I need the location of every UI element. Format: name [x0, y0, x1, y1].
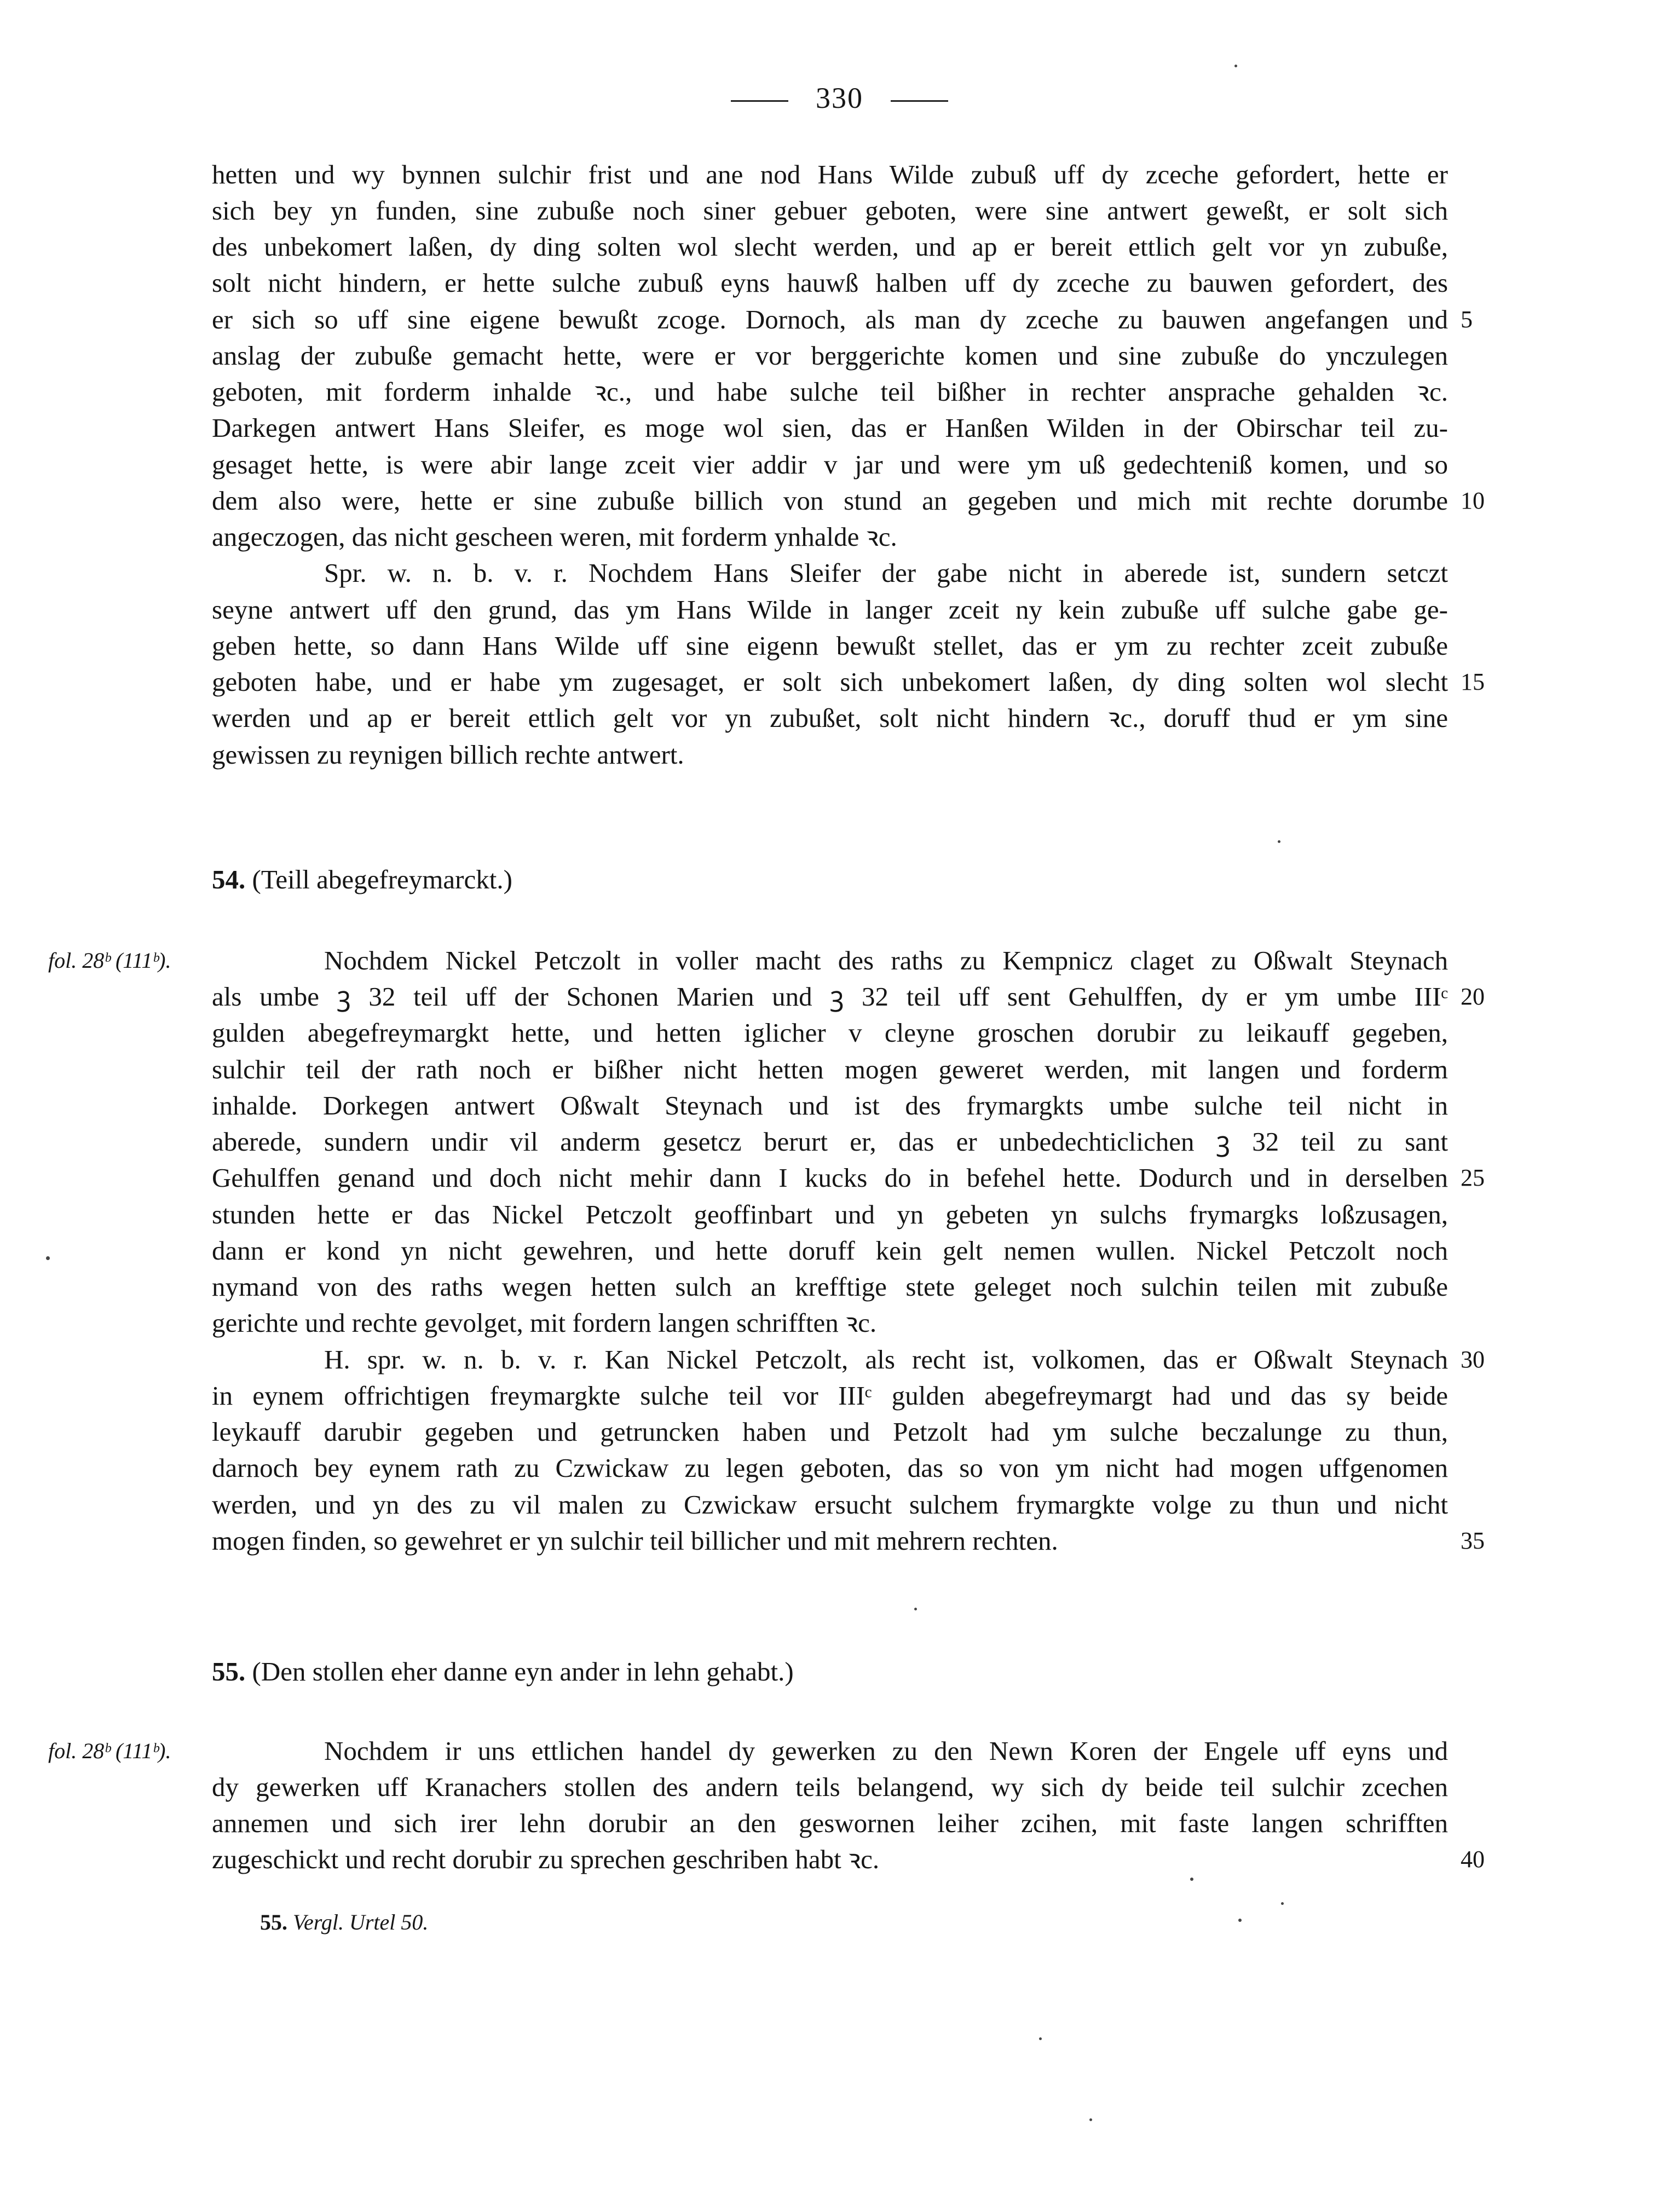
text-line: in eynem offrichtigen freymargkte sulche teil vor IIIᶜ gulden abegefreymargt had und das sy beide [212, 1381, 1448, 1411]
section-title: (Den stollen eher danne eyn ander in lehn gehabt.) [252, 1656, 794, 1687]
text-line: dann er kond yn nicht gewehren, und hette doruff kein gelt nemen wullen. Nickel Petczolt noch [212, 1235, 1448, 1266]
text-line: leykauff darubir gegeben und getruncken haben und Petzolt had ym sulche beczalunge zu thun, [212, 1417, 1448, 1447]
line-number: 25 [1461, 1164, 1485, 1191]
line-number: 35 [1461, 1527, 1485, 1554]
text-line: gulden abegefreymargkt hette, und hetten iglicher v cleyne groschen dorubir zu leikauff gegeben, [212, 1018, 1448, 1048]
text-line: gewissen zu reynigen billich rechte antwert. [212, 740, 684, 770]
scan-speck [1281, 1902, 1284, 1905]
text-line: sulchir teil der rath noch er bißher nicht hetten mogen geweret werden, mit langen und forderm [212, 1054, 1448, 1084]
text-line: stunden hette er das Nickel Petczolt geoffinbart und yn gebeten yn sulchs frymargks loßzusagen, [212, 1199, 1448, 1229]
folio-margin-note: fol. 28ᵇ (111ᵇ). [48, 948, 171, 973]
text-line: werden und ap er bereit ettlich gelt vor yn zubußet, solt nicht hindern ꝛc., doruff thud er ym sine [212, 703, 1448, 733]
text-line: sich bey yn funden, sine zubuße noch siner gebuer geboten, were sine antwert geweßt, er solt sich [212, 195, 1448, 226]
line-number: 40 [1461, 1846, 1485, 1873]
text-line: Nochdem ir uns ettlichen handel dy gewerken zu den Newn Koren der Engele uff eyns und [324, 1736, 1448, 1766]
scan-speck [46, 1256, 50, 1260]
text-line: Darkegen antwert Hans Sleifer, es moge wol sien, das er Hanßen Wilden in der Obirschar teil zu- [212, 413, 1448, 443]
text-line: darnoch bey eynem rath zu Czwickaw zu legen geboten, das so von ym nicht had mogen uffgenomen [212, 1453, 1448, 1483]
section-number: 54. [212, 864, 246, 894]
folio-margin-note: fol. 28ᵇ (111ᵇ). [48, 1739, 171, 1763]
text-line: geboten habe, und er habe ym zugesaget, er solt sich unbekomert laßen, dy ding solten wol slecht [212, 667, 1448, 697]
left-rule [731, 100, 788, 102]
page-number-text: 330 [816, 82, 863, 114]
footnote-text: Vergl. Urtel 50. [293, 1910, 429, 1934]
footnote-number: 55. [260, 1910, 287, 1934]
section-title: (Teill abegefreymarckt.) [252, 864, 512, 894]
text-line: seyne antwert uff den grund, das ym Hans Wilde in langer zceit ny kein zubuße uff sulche gabe ge- [212, 594, 1448, 625]
right-rule [891, 100, 948, 102]
scan-speck [1039, 2037, 1042, 2040]
text-line: nymand von des raths wegen hetten sulch an krefftige stete geleget noch sulchin teilen mit zubuße [212, 1272, 1448, 1302]
text-line: Spr. w. n. b. v. r. Nochdem Hans Sleifer der gabe nicht in aberede ist, sundern setczt [324, 558, 1448, 588]
line-number: 30 [1461, 1346, 1485, 1373]
text-line: solt nicht hindern, er hette sulche zubuß eyns hauwß halben uff dy zceche zu bauwen gefordert, des [212, 268, 1448, 298]
scan-speck [1278, 840, 1280, 843]
scan-speck [1238, 1919, 1242, 1922]
text-line: angeczogen, das nicht gescheen weren, mit forderm ynhalde ꝛc. [212, 522, 897, 552]
scan-speck [1234, 65, 1237, 67]
scan-speck [1190, 1878, 1193, 1881]
line-number: 10 [1461, 487, 1485, 514]
text-line: gerichte und rechte gevolget, mit fordern langen schrifften ꝛc. [212, 1308, 877, 1338]
section-number: 55. [212, 1656, 246, 1687]
text-line: zugeschickt und recht dorubir zu sprechen geschriben habt ꝛc. [212, 1844, 880, 1874]
scan-speck [1089, 2118, 1092, 2121]
text-line: hetten und wy bynnen sulchir frist und ane nod Hans Wilde zubuß uff dy zceche gefordert, hette er [212, 159, 1448, 189]
text-line: geben hette, so dann Hans Wilde uff sine eigenn bewußt stellet, das er ym zu rechter zceit zubuße [212, 631, 1448, 661]
text-line: annemen und sich irer lehn dorubir an den geswornen leiher zcihen, mit faste langen schrifften [212, 1808, 1448, 1838]
line-number: 15 [1461, 668, 1485, 695]
text-line: er sich so uff sine eigene bewußt zcoge. Dornoch, als man dy zceche zu bauwen angefangen und [212, 304, 1448, 334]
page-number [0, 81, 1679, 115]
section-heading [212, 1655, 794, 1689]
text-line: des unbekomert laßen, dy ding solten wol slecht werden, und ap er bereit ettlich gelt vor yn zubuße, [212, 232, 1448, 262]
text-line: dy gewerken uff Kranachers stollen des andern teils belangend, wy sich dy beide teil sulchir zcechen [212, 1772, 1448, 1802]
text-line: als umbe ꝫ 32 teil uff der Schonen Marien und ꝫ 32 teil uff sent Gehulffen, dy er ym umbe IIIᶜ [212, 981, 1448, 1012]
text-line: dem also were, hette er sine zubuße billich von stund an gegeben und mich mit rechte dorumbe [212, 486, 1448, 516]
text-line: mogen finden, so gewehret er yn sulchir teil billicher und mit mehrern rechten. [212, 1526, 1058, 1556]
text-line: Gehulffen genand und doch nicht mehir dann I kucks do in befehel hette. Dodurch und in derselben [212, 1163, 1448, 1193]
text-line: inhalde. Dorkegen antwert Oßwalt Steynach und ist des frymargkts umbe sulche teil nicht in [212, 1090, 1448, 1121]
text-line: gesaget hette, is were abir lange zceit vier addir v jar und were ym uß gedechteniß komen, und so [212, 449, 1448, 480]
text-line: H. spr. w. n. b. v. r. Kan Nickel Petczolt, als recht ist, volkomen, das er Oßwalt Steynach [324, 1344, 1448, 1374]
footnote [260, 1906, 428, 1939]
text-line: anslag der zubuße gemacht hette, were er vor berggerichte komen und sine zubuße do ynczulegen [212, 340, 1448, 371]
text-line: geboten, mit forderm inhalde ꝛc., und habe sulche teil bißher in rechter ansprache gehalden ꝛc. [212, 377, 1448, 407]
text-line: Nochdem Nickel Petczolt in voller macht des raths zu Kempnicz claget zu Oßwalt Steynach [324, 945, 1448, 975]
line-number: 5 [1461, 306, 1473, 333]
section-heading [212, 863, 512, 897]
text-line: werden, und yn des zu vil malen zu Czwickaw ersucht sulchem frymargkte volge zu thun und nicht [212, 1489, 1448, 1520]
line-number: 20 [1461, 983, 1485, 1010]
text-line: aberede, sundern undir vil anderm gesetcz berurt er, das er unbedechticlichen ꝫ 32 teil zu sant [212, 1127, 1448, 1157]
scan-speck [914, 1608, 917, 1610]
